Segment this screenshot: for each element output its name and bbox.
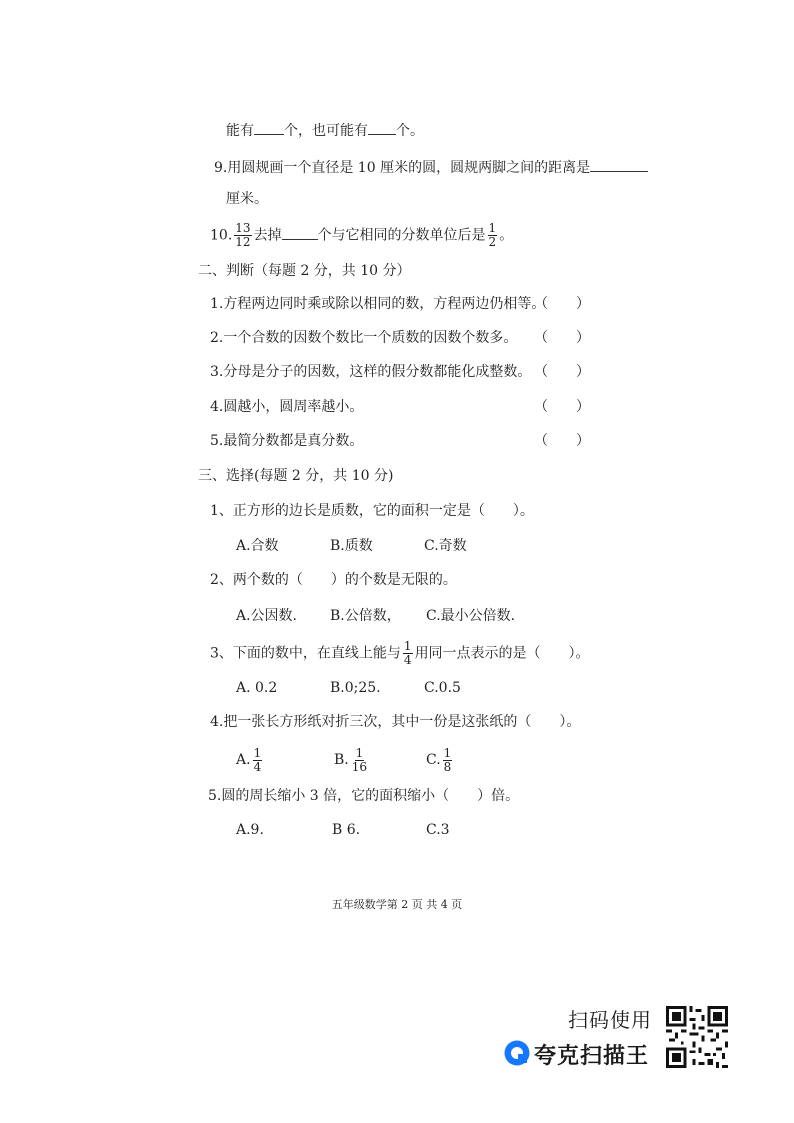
scan-to-use-text: 扫码使用 (568, 1008, 652, 1032)
fraction: $\frac{1}{8}$ (443, 745, 452, 774)
quark-logo-icon (504, 1040, 530, 1066)
judgment-item: 1.方程两边同时乘或除以相同的数，方程两边仍相等。 (210, 296, 546, 312)
choice-option: B 6. (332, 822, 361, 838)
answer-blank (368, 120, 396, 135)
answer-paren: （ ） (534, 399, 590, 415)
judgment-item: 3.分母是分子的因数，这样的假分数都能化成整数。 (210, 364, 532, 380)
answer-paren: （ ） (534, 330, 590, 346)
choice-option: C.0.5 (424, 680, 461, 696)
choice-question-2: 2、两个数的（ ）的个数是无限的。 (210, 572, 457, 588)
choice-question-1: 1、正方形的边长是质数，它的面积一定是（ ）。 (210, 503, 534, 519)
choice-option: A. 0.2 (236, 680, 278, 696)
choice-question-3: 3、下面的数中，在直线上能与 $\frac{1}{4}$ 用同一点表示的是（ ）。 (210, 639, 590, 667)
fraction: $\frac{1}{2}$ (488, 221, 497, 249)
choice-option: B.0;25. (330, 680, 381, 696)
choice-option: A.9. (236, 822, 264, 838)
choice-option: C.奇数 (424, 538, 467, 554)
fraction: $\frac{1}{16}$ (351, 745, 368, 774)
question-10: 10. $\frac{13}{12}$ 去掉 个与它相同的分数单位后是 $\frac{1}{2}$ 。 (210, 221, 514, 249)
fraction: $\frac{1}{4}$ (253, 745, 262, 774)
page-footer: 五年级数学第 2 页 共 4 页 (331, 898, 463, 911)
choice-option: A.公因数. (236, 608, 298, 624)
choice-option: C.3 (426, 822, 450, 838)
choice-option: B.质数 (330, 538, 373, 554)
answer-blank (282, 225, 318, 240)
qr-code-icon[interactable] (666, 1006, 728, 1068)
answer-paren: （ ） (534, 364, 590, 380)
answer-paren: （ ） (534, 296, 590, 312)
judgment-item: 5.最简分数都是真分数。 (210, 433, 364, 449)
choice-question-4: 4.把一张长方形纸对折三次，其中一份是这张纸的（ ）。 (210, 714, 581, 730)
answer-blank (590, 157, 648, 172)
choice-option: B. $\frac{1}{16}$ (334, 745, 368, 774)
question-9: 9.用圆规画一个直径是 10 厘米的圆，圆规两脚之间的距离是 (214, 157, 648, 178)
judgment-item: 2.一个合数的因数个数比一个质数的因数个数多。 (210, 330, 518, 346)
question-9-continuation: 厘米。 (226, 191, 268, 207)
answer-blank (254, 120, 284, 135)
q8-continuation: 能有 个，也可能有 个。 (226, 120, 424, 141)
choice-option: A.合数 (236, 538, 279, 554)
answer-paren: （ ） (534, 433, 590, 449)
scanner-watermark (504, 1004, 734, 1074)
choice-option: A. $\frac{1}{4}$ (236, 745, 262, 774)
choice-question-5: 5.圆的周长缩小 3 倍，它的面积缩小（ ）倍。 (208, 788, 520, 804)
fraction: $\frac{1}{4}$ (403, 639, 412, 667)
choice-option: B.公倍数， (330, 608, 401, 624)
judgment-item: 4.圆越小，圆周率越小。 (210, 399, 364, 415)
section-2-heading: 二、判断（每题 2 分，共 10 分） (198, 263, 411, 279)
section-3-heading: 三、选择(每题 2 分，共 10 分) (198, 468, 394, 484)
choice-option: C. $\frac{1}{8}$ (426, 745, 452, 774)
choice-option: C.最小公倍数. (426, 608, 516, 624)
brand-name: 夸克扫描王 (534, 1044, 650, 1069)
fraction: $\frac{13}{12}$ (235, 221, 251, 249)
